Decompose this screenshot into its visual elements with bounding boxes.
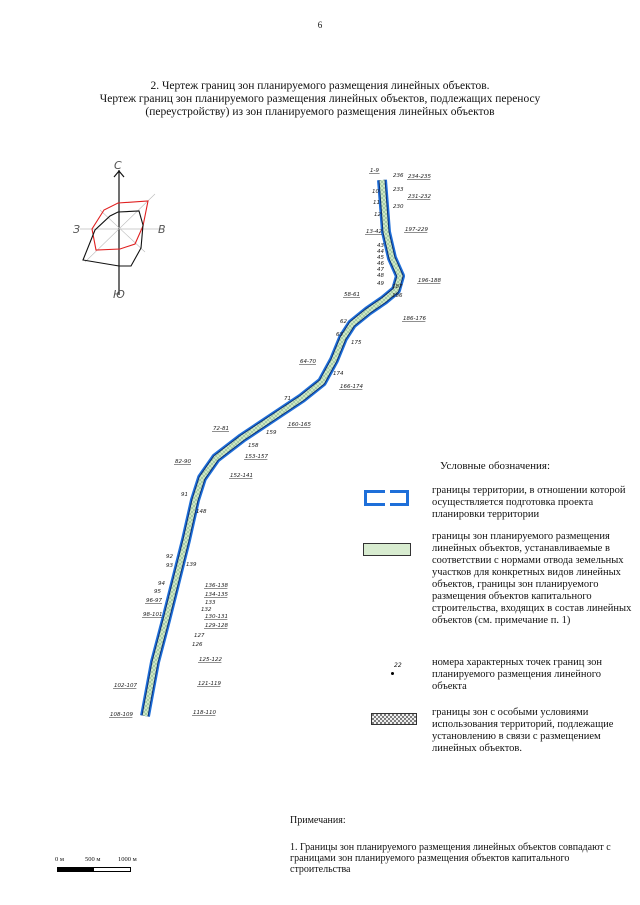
point-label: 10 — [372, 189, 379, 195]
point-label: 231-232 — [408, 194, 431, 200]
point-label: 160-165 — [288, 422, 311, 428]
point-label: 126 — [192, 642, 203, 648]
title-line-2: Чертеж границ зон планируемого размещения линейных объектов, подлежащих переносу — [99, 93, 541, 105]
point-label: 139 — [186, 562, 197, 568]
wind-rose — [73, 159, 166, 301]
point-label: 152-141 — [230, 473, 253, 479]
wind-rose-black — [83, 211, 143, 266]
point-label: 187 — [392, 284, 403, 290]
point-label: 62 — [340, 319, 347, 325]
scale-label-1000: 1000 м — [118, 856, 137, 863]
point-label: 133 — [205, 600, 216, 606]
point-label: 46 — [377, 261, 384, 267]
point-label: 98-101 — [143, 612, 163, 618]
point-label: 95 — [154, 589, 161, 595]
point-label: 108-109 — [110, 712, 133, 718]
note-1: 1. Границы зон планируемого размещения линейных объектов совпадают с границами зон планируемого размещения объектов капитального строительства — [290, 842, 611, 875]
legend-item-territory: границы территории, в отношении которой осуществляется подготовка проекта планировки территории — [432, 485, 626, 520]
point-label: 174 — [333, 371, 344, 377]
point-label: 136-138 — [205, 583, 228, 589]
legend-item-zone: границы зон планируемого размещения линейных объектов, устанавливаемые в соответствии с нормами отвода земельных участков для конкретных видов линейных объектов, границы зон планируемого размещения объектов капитального строительства, входящих в состав линейных объектов (см. примечание п. 1) — [432, 531, 632, 626]
point-label: 48 — [377, 273, 384, 279]
point-label: 58-61 — [344, 292, 360, 298]
point-label: 93 — [166, 563, 173, 569]
scale-label-500: 500 м — [85, 856, 101, 863]
point-label: 197-229 — [405, 227, 428, 233]
point-label: 125-122 — [199, 657, 222, 663]
point-label: 129-128 — [205, 623, 228, 629]
compass-west: З — [73, 223, 81, 236]
point-label: 96-97 — [146, 598, 162, 604]
point-label: 91 — [181, 492, 188, 498]
scale-label-0: 0 м — [55, 856, 64, 863]
point-label: 102-107 — [114, 683, 137, 689]
legend-item-special-zones: границы зон с особыми условиями использования территорий, подлежащие установлению в связи с размещением линейных объектов. — [432, 707, 614, 754]
compass-south: Ю — [113, 288, 125, 301]
compass-east: В — [158, 223, 166, 236]
point-label: 230 — [393, 204, 404, 210]
page-number: 6 — [317, 20, 323, 30]
linear-object-route — [145, 180, 400, 716]
point-label: 175 — [351, 340, 362, 346]
point-label: 72-81 — [213, 426, 229, 432]
title-line-1: 2. Чертеж границ зон планируемого размещения линейных объектов. — [150, 80, 490, 92]
point-label: 153-157 — [245, 454, 268, 460]
point-label: 132 — [201, 607, 212, 613]
point-label: 47 — [377, 267, 384, 273]
point-label: 234-235 — [408, 174, 431, 180]
title-line-3: (переустройству) из зон планируемого размещения линейных объектов — [145, 106, 495, 118]
point-label: 196-188 — [418, 278, 441, 284]
point-label: 49 — [377, 281, 384, 287]
point-label: 45 — [377, 255, 384, 261]
point-label: 186 — [392, 293, 403, 299]
point-label: 64-70 — [300, 359, 316, 365]
point-label: 130-131 — [205, 614, 228, 620]
legend-title: Условные обозначения: — [440, 460, 551, 472]
notes-title: Примечания: — [290, 815, 346, 826]
point-label: 134-135 — [205, 592, 228, 598]
point-label: 127 — [194, 633, 205, 639]
point-label: 1-9 — [370, 168, 379, 174]
point-label: 71 — [284, 396, 291, 402]
legend-special-zone-symbol — [371, 713, 417, 725]
point-label: 236 — [393, 173, 404, 179]
point-label: 159 — [266, 430, 277, 436]
legend-point-sample: 22 — [394, 662, 402, 669]
point-label: 186-176 — [403, 316, 426, 322]
point-label: 94 — [158, 581, 165, 587]
compass-north: С — [114, 159, 122, 172]
legend-item-points: номера характерных точек границ зон планируемого размещения линейного объекта — [432, 657, 602, 692]
point-label: 11 — [373, 200, 380, 206]
point-label: 82-90 — [175, 459, 191, 465]
point-label: 233 — [393, 187, 404, 193]
legend-zone-symbol — [363, 543, 411, 556]
point-label: 13-42 — [366, 229, 382, 235]
point-label: 121-119 — [198, 681, 221, 687]
point-label: 148 — [196, 509, 207, 515]
point-label: 63 — [336, 332, 343, 338]
point-label: 92 — [166, 554, 173, 560]
point-label: 43 — [377, 243, 384, 249]
point-label: 118-110 — [193, 710, 216, 716]
point-label: 166-174 — [340, 384, 363, 390]
point-label: 158 — [248, 443, 259, 449]
point-label: 12 — [374, 212, 381, 218]
point-label: 44 — [377, 249, 384, 255]
